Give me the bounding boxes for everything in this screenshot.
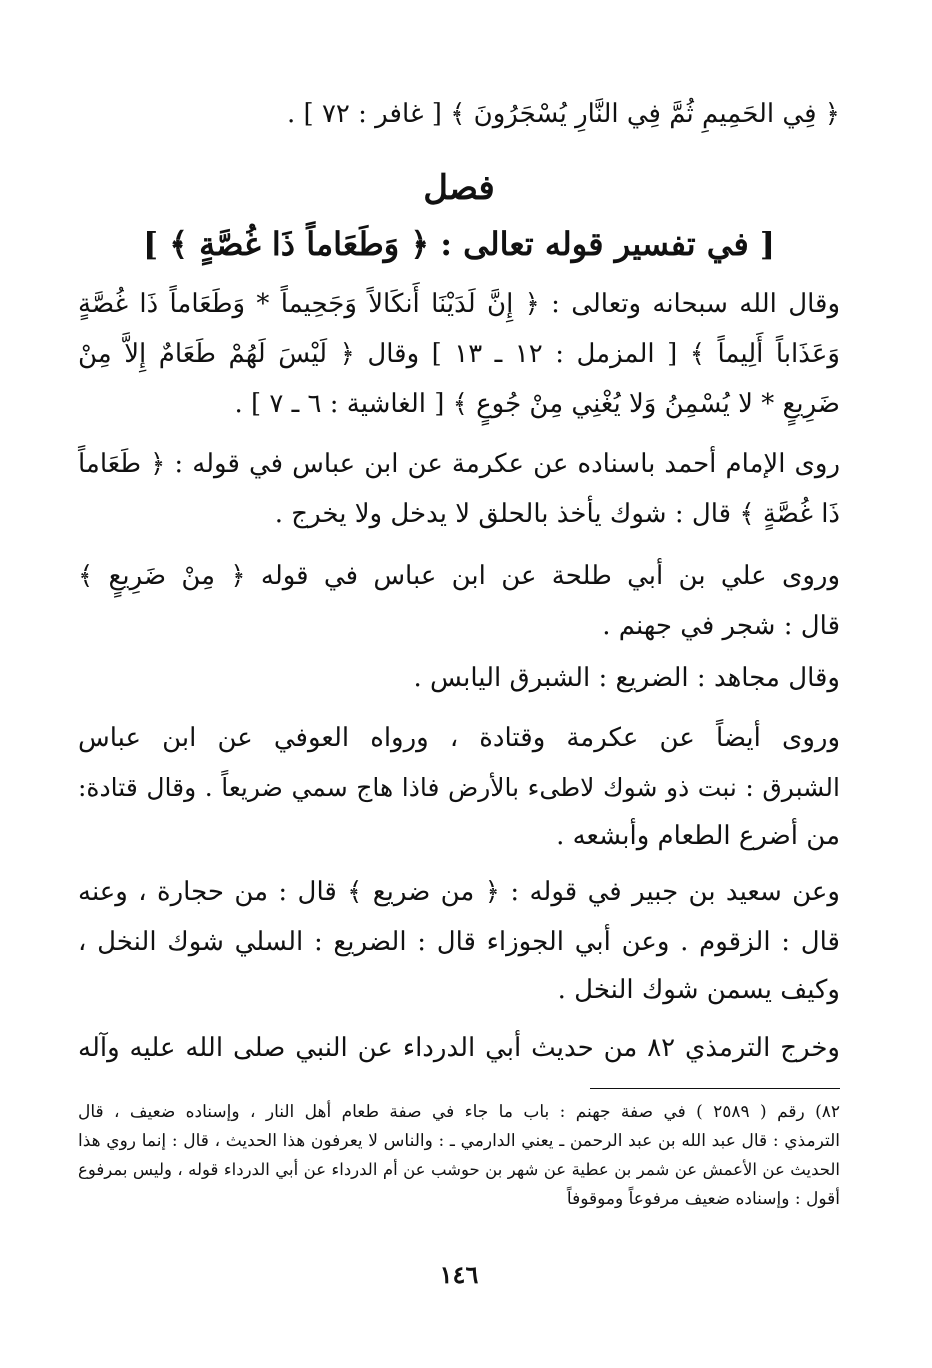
footnote-line: الترمذي : قال عبد الله بن عبد الرحمن ـ يعني الدارمي ـ : والناس لا يعرفون هذا الحديث ، قال : إنما روي هذا: [78, 1131, 840, 1151]
section-subheading: [ في تفسير قوله تعالى : ﴿ وَطَعَاماً ذَا غُصَّةٍ ﴾ ]: [142, 225, 776, 263]
text-line: قال : الزقوم . وعن أبي الجوزاء قال : الضريع : السلي شوك النخل ،: [78, 927, 840, 957]
footnote-line: الحديث عن الأعمش عن شمر بن عطية عن شهر بن حوشب عن أم الدرداء عن أبي الدرداء قوله ، وليس بمرفوع: [78, 1160, 840, 1179]
text-line: وخرج الترمذي ٨٢ من حديث أبي الدرداء عن النبي صلى الله عليه وآله: [78, 1033, 840, 1063]
verse-line: ﴿ فِي الحَمِيمِ ثُمَّ فِي النَّارِ يُسْجَرُونَ ﴾ [ غافر : ٧٢ ] .: [287, 99, 840, 129]
text-line: ذَا غُصَّةٍ ﴾ قال : شوك يأخذ بالحلق لا يدخل ولا يخرج .: [274, 499, 840, 529]
text-line: وقال مجاهد : الضريع : الشبرق اليابس .: [413, 663, 840, 693]
text-line: من أضرع الطعام وأبشعه .: [556, 821, 840, 851]
footnote-line: ٨٢) رقم ( ٢٥٨٩ ) في صفة جهنم : باب ما جاء في صفة طعام أهل النار ، وإسناده ضعيف ، قال: [78, 1102, 840, 1122]
text-line: الشبرق : نبت ذو شوك لاطىء بالأرض فاذا هاج سمي ضريعاً . وقال قتادة:: [78, 773, 840, 802]
text-line: وقال الله سبحانه وتعالى : ﴿ إِنَّ لَدَيْنَا أَنكَالاً وَجَحِيماً * وَطَعَاماً ذَا غُصَّةٍ: [78, 289, 840, 319]
text-line: وروى أيضاً عن عكرمة وقتادة ، ورواه العوفي عن ابن عباس: [78, 723, 840, 753]
text-line: وَعَذَاباً أَلِيماً ﴾ [ المزمل : ١٢ ـ ١٣ ] وقال ﴿ لَيْسَ لَهُمْ طَعَامٌ إِلاَّ مِنْ: [78, 339, 840, 369]
text-line: وكيف يسمن شوك النخل .: [557, 975, 840, 1005]
text-line: وروى علي بن أبي طلحة عن ابن عباس في قوله ﴿ مِنْ ضَرِيعٍ ﴾: [78, 561, 840, 591]
text-line: وعن سعيد بن جبير في قوله : ﴿ من ضريع ﴾ قال : من حجارة ، وعنه: [78, 877, 840, 907]
section-heading: فصل: [423, 168, 495, 208]
page-number: ١٤٦: [439, 1260, 479, 1289]
footnote-line: أقول : وإسناده ضعيف مرفوعاً وموقوفاً: [566, 1189, 840, 1209]
footnote-divider: [590, 1088, 840, 1089]
text-line: روى الإمام أحمد باسناده عن عكرمة عن ابن عباس في قوله : ﴿ طَعَاماً: [78, 449, 840, 479]
text-line: قال : شجر في جهنم .: [602, 611, 840, 641]
text-line: ضَرِيعٍ * لا يُسْمِنُ وَلا يُغْنِي مِنْ جُوعٍ ﴾ [ الغاشية : ٦ ـ ٧ ] .: [234, 389, 840, 419]
